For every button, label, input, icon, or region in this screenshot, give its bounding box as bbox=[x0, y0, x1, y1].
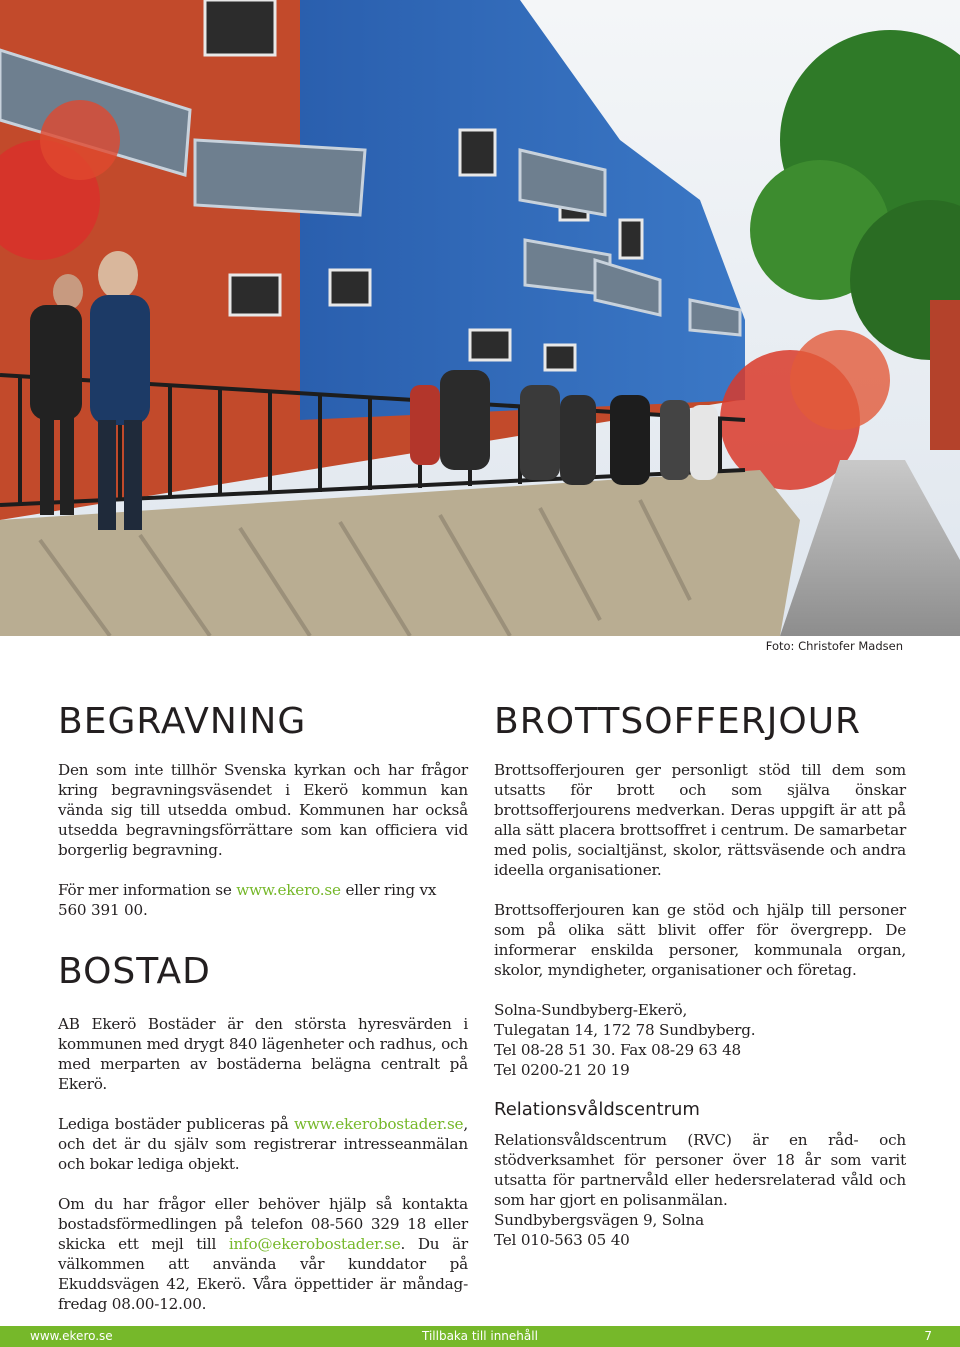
address-line: Solna-Sundbyberg-Ekerö, bbox=[494, 1001, 688, 1019]
rvc-address-line: Sundbybergsvägen 9, Solna bbox=[494, 1211, 704, 1229]
footer-bar bbox=[0, 1326, 960, 1347]
hero-photo bbox=[0, 0, 960, 636]
bostad-paragraph: AB Ekerö Bostäder är den största hyresvärden i kommunen med drygt 840 lägenheter och radhus, och med merparten av bostäderna belägna centralt på Ekerö. bbox=[58, 1015, 468, 1093]
back-to-contents-link[interactable]: Tillbaka till innehåll bbox=[422, 1329, 538, 1343]
footer-site-link[interactable]: www.ekero.se bbox=[30, 1329, 113, 1343]
brottsofferjour-address bbox=[494, 1000, 906, 1080]
page-number: 7 bbox=[924, 1329, 932, 1343]
address-line: Tel 0200-21 20 19 bbox=[494, 1061, 630, 1079]
brottsofferjour-paragraph-2: Brottsofferjouren kan ge stöd och hjälp till personer som på olika sätt blivit offer för övergrepp. De informerar enskilda personer, kommunala organ, skolor, myndigheter, organisationer och företag. bbox=[494, 901, 906, 979]
ekero-link[interactable]: www.ekero.se bbox=[236, 881, 341, 899]
ekerobostader-link[interactable]: www.ekerobostader.se bbox=[294, 1115, 464, 1133]
housing-illustration bbox=[0, 0, 960, 636]
bostad-contact: Om du har frågor eller behöver hjälp så kontakta bostadsförmedlingen på telefon 08-560 329 18 eller skicka ett mejl till info@ekerobostader.se. Du är välkommen att använda vår kunddator på Ekuddsvägen 42, Ekerö. Våra öppettider är måndag-fredag 08.00-12.00. bbox=[58, 1195, 468, 1313]
left-column bbox=[58, 700, 468, 1314]
photo-credit: Foto: Christofer Madsen bbox=[765, 639, 903, 653]
email-link[interactable]: info@ekerobostader.se bbox=[228, 1235, 401, 1253]
rvc-paragraph: Relationsvåldscentrum (RVC) är en råd- och stödverksamhet för personer över 18 år som varit utsatta för partnervåld eller hedersrelaterad våld och som har gjort en polisanmälan. bbox=[494, 1131, 906, 1209]
bostad-heading: BOSTAD bbox=[58, 951, 211, 992]
begravning-paragraph: Den som inte tillhör Svenska kyrkan och har frågor kring begravningsväsendet i Ekerö kommun kan vända sig till utsedda ombud. Kommunen har också utsedda begravningsförrättare som kan officiera vid borgerlig begravning. bbox=[58, 761, 468, 859]
brottsofferjour-paragraph-1: Brottsofferjouren ger personligt stöd till dem som utsatts för brott och som själva önskar brottsofferjourens medverkan. Deras uppgift är att på alla sätt placera brottsoffret i centrum. De samarbetar med polis, socialtjänst, skolor, rättsväsende och andra ideella organisationer. bbox=[494, 761, 906, 879]
bostad-listings: Lediga bostäder publiceras på www.ekerobostader.se, och det är du själv som registrerar intresseanmälan och bokar lediga objekt. bbox=[58, 1115, 468, 1173]
rvc-heading: Relationsvåldscentrum bbox=[494, 1099, 700, 1120]
brottsofferjour-heading: BROTTSOFFERJOUR bbox=[494, 701, 862, 742]
begravning-heading: BEGRAVNING bbox=[58, 701, 307, 742]
right-column bbox=[494, 700, 906, 1250]
rvc-address-line: Tel 010-563 05 40 bbox=[494, 1231, 630, 1249]
address-line: Tel 08-28 51 30. Fax 08-29 63 48 bbox=[494, 1041, 742, 1059]
address-line: Tulegatan 14, 172 78 Sundbyberg. bbox=[494, 1021, 756, 1039]
begravning-info: För mer information se www.ekero.se eller ring vx 560 391 00. bbox=[58, 881, 437, 919]
